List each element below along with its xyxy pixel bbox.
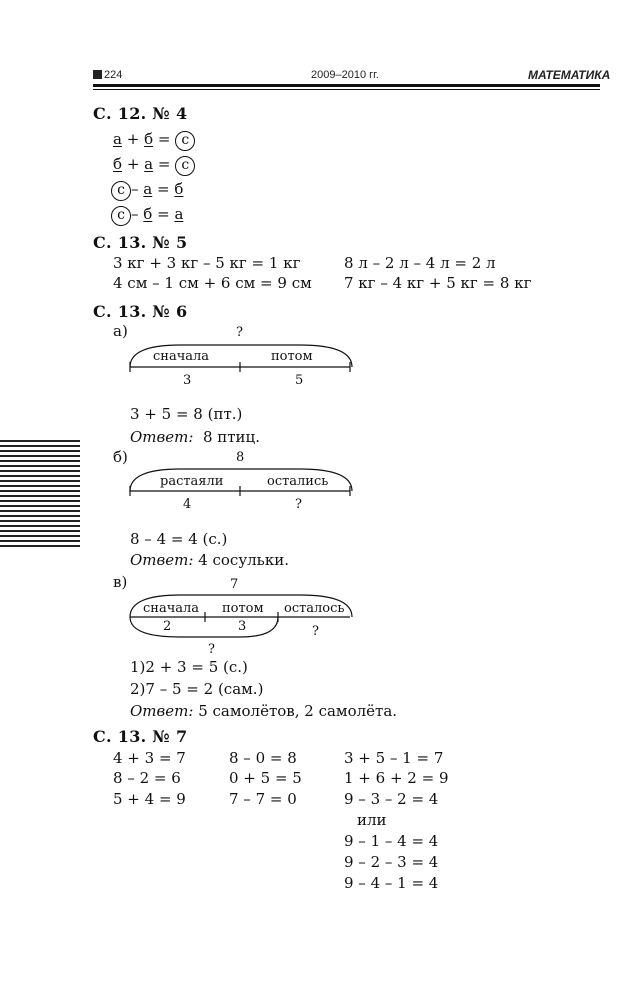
- answer-text: 8 птиц.: [202, 428, 260, 446]
- section-title-13-6: С. 13. № 6: [93, 302, 188, 321]
- col3b-row3: 9 – 4 – 1 = 4: [344, 874, 439, 892]
- diagram-b-v2: ?: [295, 497, 302, 512]
- circled-var-c: с: [175, 156, 195, 176]
- col3b-row1: 9 – 1 – 4 = 4: [344, 832, 439, 850]
- part-c-step-1: [130, 658, 248, 676]
- answer-text: 5 самолётов, 2 самолёта.: [198, 702, 398, 720]
- diagram-c-v1: 2: [163, 619, 172, 634]
- equals: =: [157, 180, 170, 198]
- section-title-13-7: С. 13. № 7: [93, 727, 188, 746]
- page-number: [93, 69, 122, 81]
- var-b: б: [143, 205, 153, 223]
- diagram-b-part2: остались: [267, 474, 329, 489]
- line-2-left: 4 см – 1 см + 6 см = 9 см: [113, 274, 312, 292]
- line-1-left: 3 кг + 3 кг – 5 кг = 1 кг: [113, 254, 301, 272]
- diagram-a-part2: потом: [271, 349, 313, 364]
- line-2-right: 7 кг – 4 кг + 5 кг = 8 кг: [344, 274, 532, 292]
- col1-row1: 4 + 3 = 7: [113, 749, 186, 767]
- var-a: а: [143, 180, 153, 198]
- diagram-c-part1: сначала: [143, 601, 200, 616]
- diagram-c-sum: ?: [208, 642, 215, 657]
- answer-word: Ответ:: [130, 702, 194, 720]
- section-title-13-5: С. 13. № 5: [93, 233, 188, 252]
- part-c-answer: [130, 702, 397, 720]
- col3-row3: 9 – 3 – 2 = 4: [344, 790, 439, 808]
- line-1-right: 8 л – 2 л – 4 л = 2 л: [344, 254, 496, 272]
- subject-title: МАТЕМАТИКА: [528, 68, 611, 82]
- equals: =: [157, 205, 170, 223]
- step-number: 1): [130, 658, 146, 676]
- diagram-b-total: 8: [236, 450, 245, 465]
- part-b-answer: [130, 551, 289, 569]
- var-a: а: [174, 205, 184, 223]
- side-stripes-decoration: [0, 440, 80, 550]
- diagram-a-v1: 3: [183, 373, 192, 388]
- part-a-label: а): [113, 322, 128, 340]
- op: –: [131, 180, 139, 198]
- col1-row2: 8 – 2 = 6: [113, 769, 181, 787]
- var-a: а: [113, 130, 122, 148]
- equals: =: [157, 130, 171, 148]
- years: 2009–2010 гг.: [311, 69, 379, 81]
- answer-text: 4 сосульки.: [198, 551, 289, 569]
- col2-row3: 7 – 7 = 0: [229, 790, 297, 808]
- eq-row-3: [111, 180, 183, 201]
- part-b-label: б): [113, 448, 128, 466]
- part-b-equation: 8 – 4 = 4 (с.): [130, 530, 228, 548]
- var-b: б: [174, 180, 184, 198]
- col3-row1: 3 + 5 – 1 = 7: [344, 749, 444, 767]
- part-a-answer: [130, 428, 260, 446]
- col3b-row2: 9 – 2 – 3 = 4: [344, 853, 439, 871]
- var-b: б: [113, 155, 123, 173]
- answer-word: Ответ:: [130, 551, 194, 569]
- eq-row-4: [111, 205, 183, 226]
- or-word: или: [357, 811, 387, 829]
- circled-var-c: с: [175, 131, 195, 151]
- var-b: б: [144, 130, 154, 148]
- var-a: а: [144, 155, 154, 173]
- square-icon: [93, 70, 102, 79]
- eq-row-1: [113, 130, 195, 151]
- part-c-label: в): [113, 573, 128, 591]
- part-c-step-2: [130, 680, 263, 698]
- section-title-12-4: С. 12. № 4: [93, 104, 188, 123]
- col1-row3: 5 + 4 = 9: [113, 790, 186, 808]
- step-equation: 2 + 3 = 5 (с.): [145, 658, 248, 676]
- diagram-c-v2: 3: [238, 619, 247, 634]
- eq-row-2: [113, 155, 195, 176]
- equals: =: [157, 155, 171, 173]
- diagram-c-part2: потом: [222, 601, 264, 616]
- header-rule-thick: [93, 84, 600, 87]
- diagram-a-part1: сначала: [153, 349, 210, 364]
- diagram-a-total: ?: [236, 325, 243, 340]
- diagram-c-v3: ?: [312, 624, 319, 639]
- step-number: 2): [130, 680, 146, 698]
- circled-var-c: с: [111, 181, 131, 201]
- answer-word: Ответ:: [130, 428, 194, 446]
- op: –: [131, 205, 139, 223]
- page-number-text: 224: [104, 69, 123, 81]
- col2-row1: 8 – 0 = 8: [229, 749, 297, 767]
- op: +: [126, 155, 140, 173]
- step-equation: 7 – 5 = 2 (сам.): [145, 680, 264, 698]
- header-rule-thin: [93, 89, 600, 90]
- circled-var-c: с: [111, 206, 131, 226]
- op: +: [126, 130, 140, 148]
- col2-row2: 0 + 5 = 5: [229, 769, 302, 787]
- diagram-a-v2: 5: [295, 373, 304, 388]
- col3-row2: 1 + 6 + 2 = 9: [344, 769, 449, 787]
- diagram-b-v1: 4: [183, 497, 192, 512]
- diagram-c-total: 7: [230, 577, 239, 592]
- diagram-b-part1: растаяли: [160, 474, 224, 489]
- diagram-c-part3: осталось: [284, 601, 345, 616]
- part-a-equation: 3 + 5 = 8 (пт.): [130, 405, 243, 423]
